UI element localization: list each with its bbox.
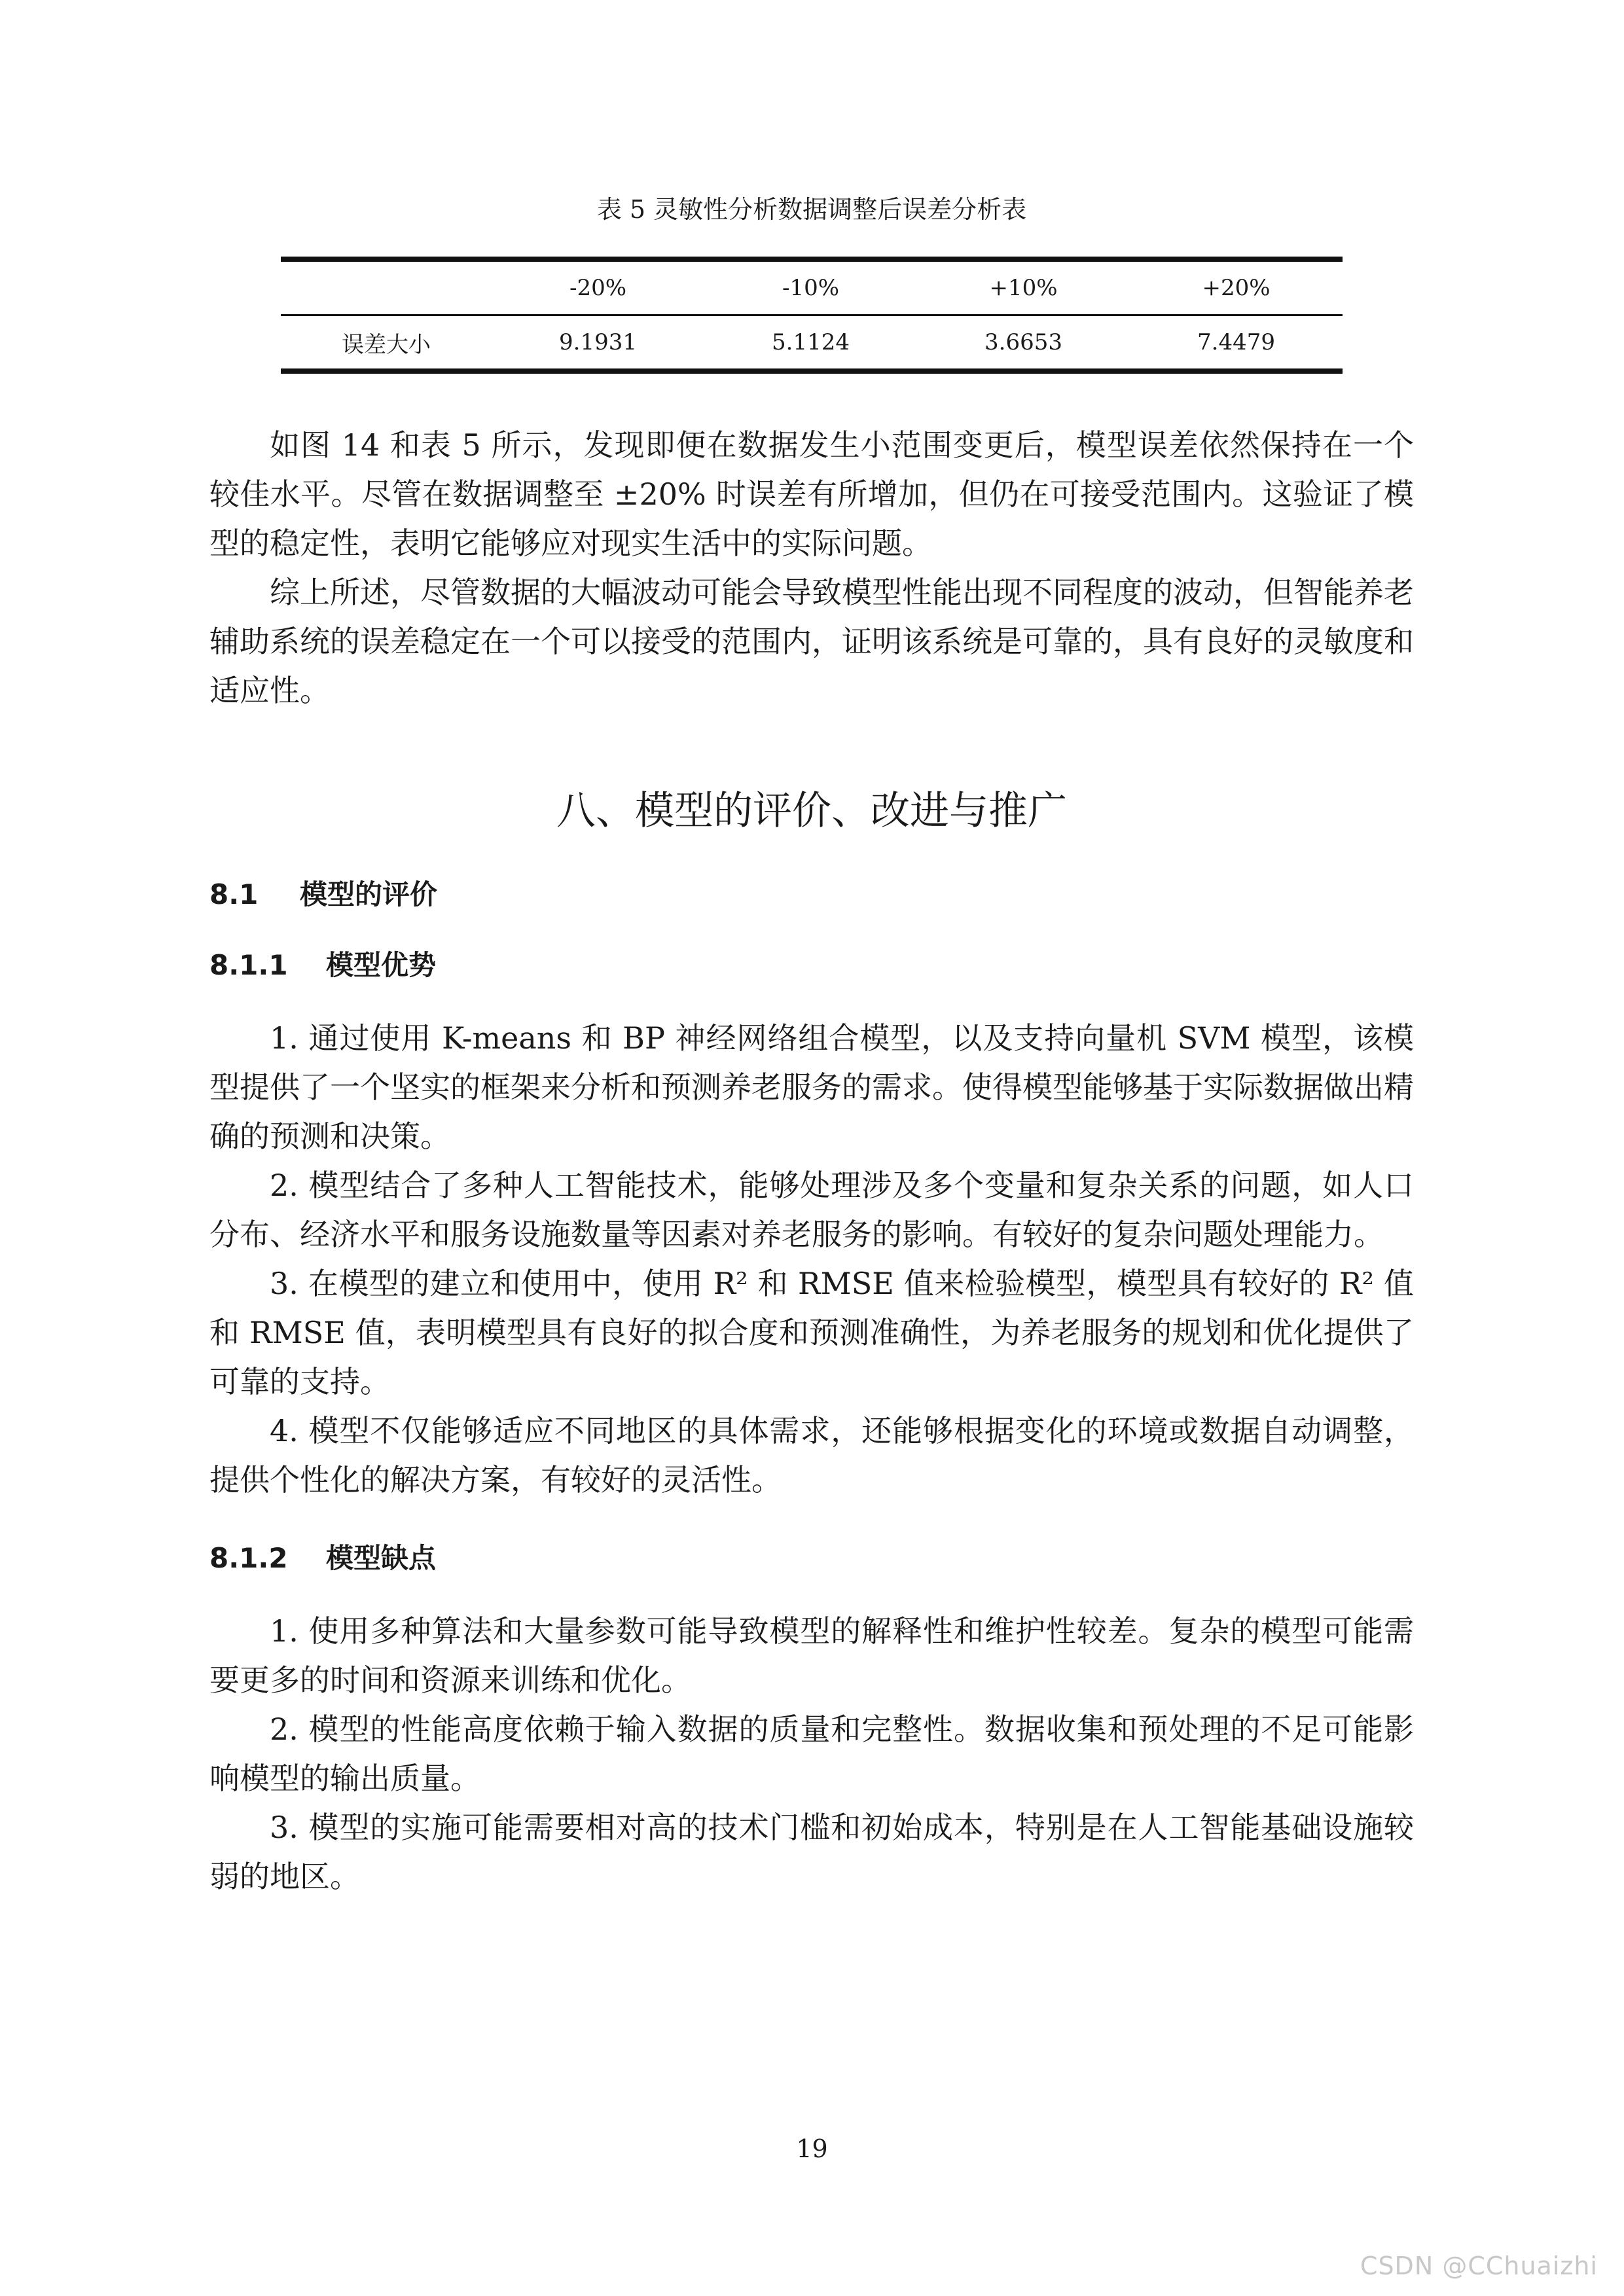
list-item: 3. 模型的实施可能需要相对高的技术门槛和初始成本，特别是在人工智能基础设施较弱的地区。 [209,1810,1414,1894]
disadvantages-list [209,1607,1414,1901]
list-item: 1. 使用多种算法和大量参数可能导致模型的解释性和维护性较差。复杂的模型可能需要更多的时间和资源来训练和优化。 [209,1613,1414,1698]
subsubsection-heading [209,946,1414,985]
table-cell: 7.4479 [1130,315,1343,372]
subsubsection-number: 8.1.2 [209,1542,288,1574]
table-header-row [281,259,1343,315]
subsubsection-title: 模型缺点 [326,1542,437,1574]
table-header-cell: +20% [1130,259,1343,315]
subsubsection-heading [209,1539,1414,1578]
intro-paragraphs [209,421,1414,715]
list-item: 3. 在模型的建立和使用中，使用 R² 和 RMSE 值来检验模型，模型具有较好的 R² 值和 RMSE 值，表明模型具有良好的拟合度和预测准确性，为养老服务的规划和优化提供了可靠的支持。 [209,1266,1414,1399]
list-item: 2. 模型的性能高度依赖于输入数据的质量和完整性。数据收集和预处理的不足可能影响模型的输出质量。 [209,1712,1414,1796]
table-caption: 表 5 灵敏性分析数据调整后误差分析表 [596,195,1027,224]
table-row [281,315,1343,372]
page-content [209,190,1414,1901]
subsubsection-title: 模型优势 [326,949,437,981]
subsection-title: 模型的评价 [300,878,438,910]
table-row-label: 误差大小 [281,315,492,372]
list-item: 4. 模型不仅能够适应不同地区的具体需求，还能够根据变化的环境或数据自动调整，提供个性化的解决方案，有较好的灵活性。 [209,1413,1414,1498]
section-heading: 八、模型的评价、改进与推广 [556,788,1067,834]
paragraph: 综上所述，尽管数据的大幅波动可能会导致模型性能出现不同程度的波动，但智能养老辅助系统的误差稳定在一个可以接受的范围内，证明该系统是可靠的，具有良好的灵敏度和适应性。 [209,575,1414,708]
subsection-number: 8.1 [209,878,259,910]
table-header-cell: -10% [704,259,917,315]
error-analysis-table [281,257,1343,374]
table-cell: 5.1124 [704,315,917,372]
table-header-cell [281,259,492,315]
page-number: 19 [796,2134,828,2163]
subsection-heading [209,875,1414,914]
table-header-cell: -20% [492,259,704,315]
table-wrapper [281,257,1343,374]
advantages-list [209,1014,1414,1505]
list-item: 1. 通过使用 K-means 和 BP 神经网络组合模型，以及支持向量机 SVM 模型，该模型提供了一个坚实的框架来分析和预测养老服务的需求。使得模型能够基于实际数据做出精确的预测和决策。 [209,1020,1414,1154]
watermark: CSDN @CChuaizhi [1360,2251,1598,2280]
paragraph: 如图 14 和表 5 所示，发现即便在数据发生小范围变更后，模型误差依然保持在一个较佳水平。尽管在数据调整至 ±20% 时误差有所增加，但仍在可接受范围内。这验证了模型的稳定性，表明它能够应对现实生活中的实际问题。 [209,427,1414,561]
list-item: 2. 模型结合了多种人工智能技术，能够处理涉及多个变量和复杂关系的问题，如人口分布、经济水平和服务设施数量等因素对养老服务的影响。有较好的复杂问题处理能力。 [209,1168,1414,1252]
table-cell: 3.6653 [917,315,1130,372]
subsubsection-number: 8.1.1 [209,949,288,981]
table-cell: 9.1931 [492,315,704,372]
table-header-cell: +10% [917,259,1130,315]
